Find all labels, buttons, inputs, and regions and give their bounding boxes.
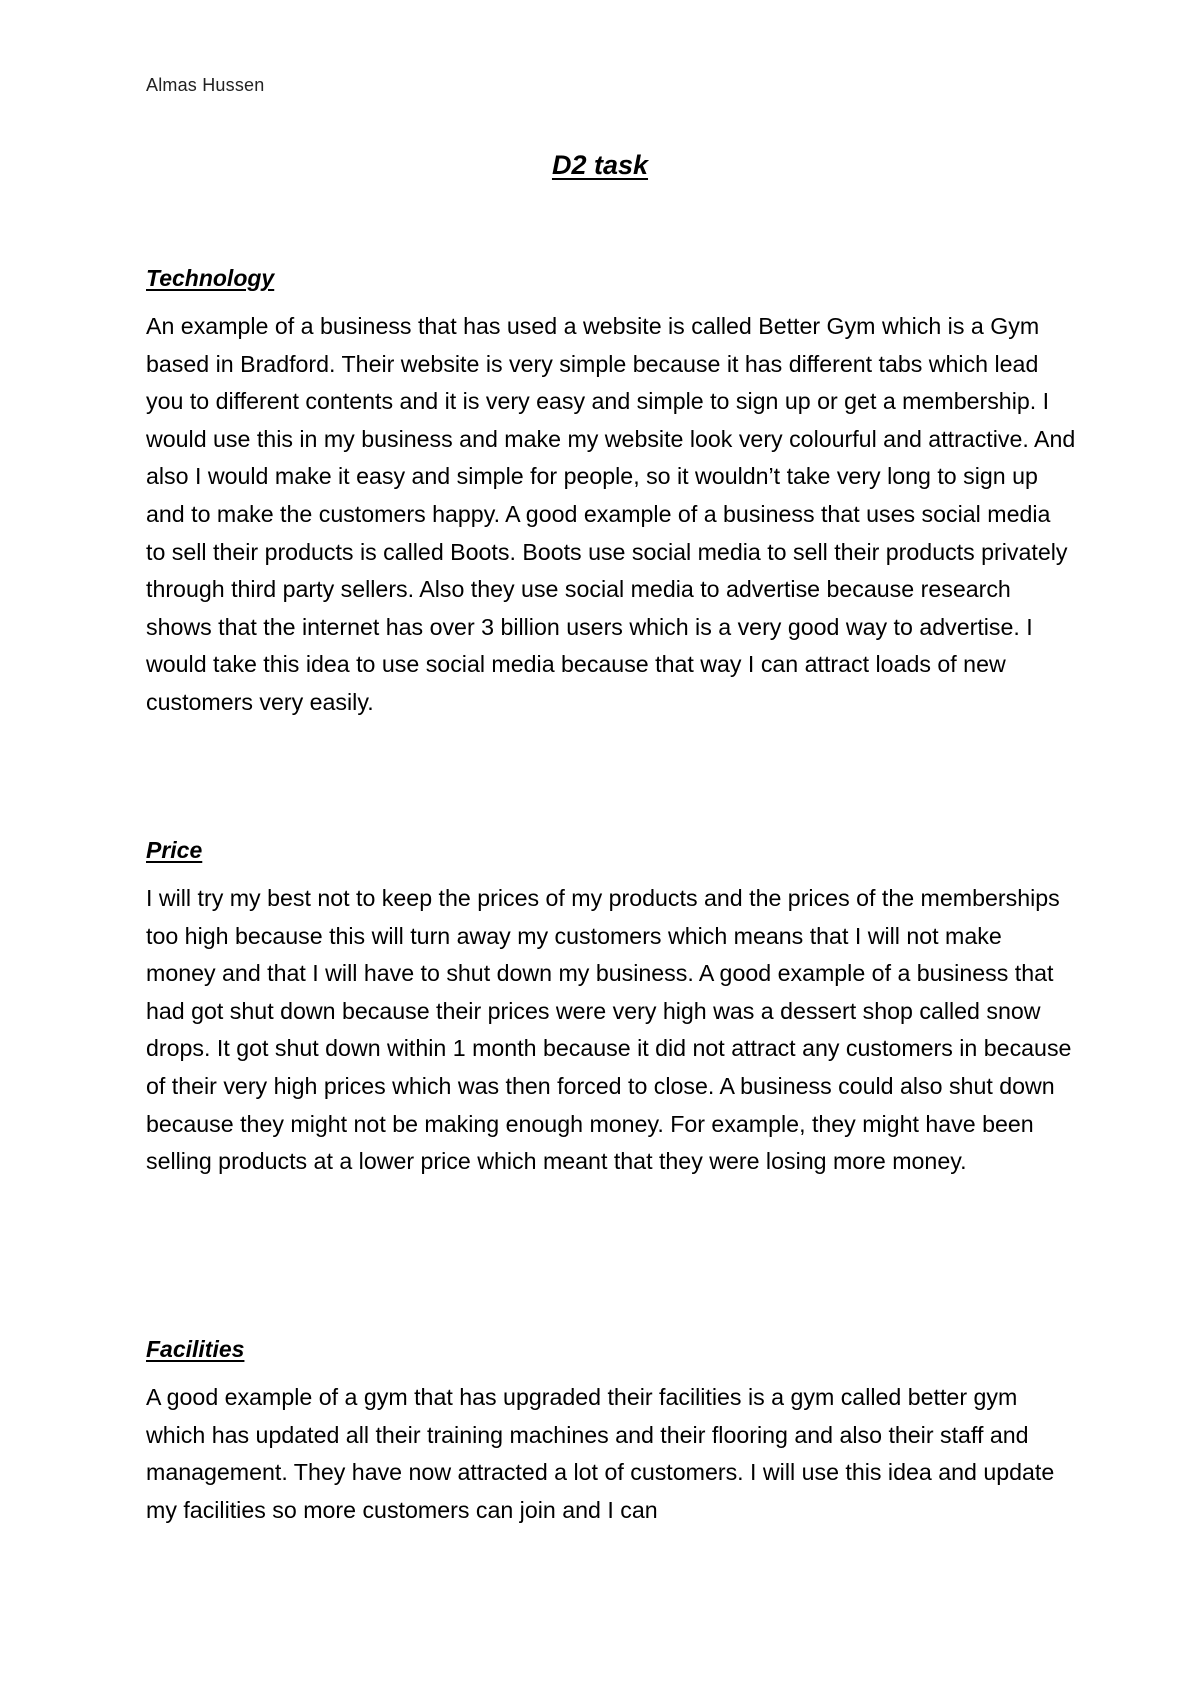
section-heading: Technology <box>146 265 275 291</box>
section-heading: Facilities <box>146 1336 245 1362</box>
document-title: D2 task <box>551 150 649 180</box>
author-name: Almas Hussen <box>146 75 265 95</box>
section-technology <box>146 262 1076 722</box>
section-price <box>146 834 1076 1181</box>
section-body: An example of a business that has used a website is called Better Gym which is a Gym based in Bradford. Their website is very simple because it has different tabs which lead you to different contents and it is very easy and simple to sign up or get a membership. I would use this in my business and make my website look very colourful and attractive. And also I would make it easy and simple for people, so it wouldn’t take very long to sign up and to make the customers happy. A good example of a business that uses social media to sell their products is called Boots. Boots use social media to sell their products privately through third party sellers. Also they use social media to advertise because research shows that the internet has over 3 billion users which is a very good way to advertise. I would take this idea to use social media because that way I can attract loads of new customers very easily. <box>146 313 1076 715</box>
section-body: I will try my best not to keep the prices of my products and the prices of the memberships too high because this will turn away my customers which means that I will not make money and that I will have to shut down my business. A good example of a business that had got shut down because their prices were very high was a dessert shop called snow drops. It got shut down within 1 month because it did not attract any customers in because of their very high prices which was then forced to close. A business could also shut down because they might not be making enough money. For example, they might have been selling products at a lower price which meant that they were losing more money. <box>146 885 1072 1175</box>
section-facilities <box>146 1333 1076 1529</box>
section-heading: Price <box>146 837 203 863</box>
section-body: A good example of a gym that has upgraded their facilities is a gym called better gym which has updated all their training machines and their flooring and also their staff and management. They have now attracted a lot of customers. I will use this idea and update my facilities so more customers can join and I can <box>146 1384 1055 1523</box>
